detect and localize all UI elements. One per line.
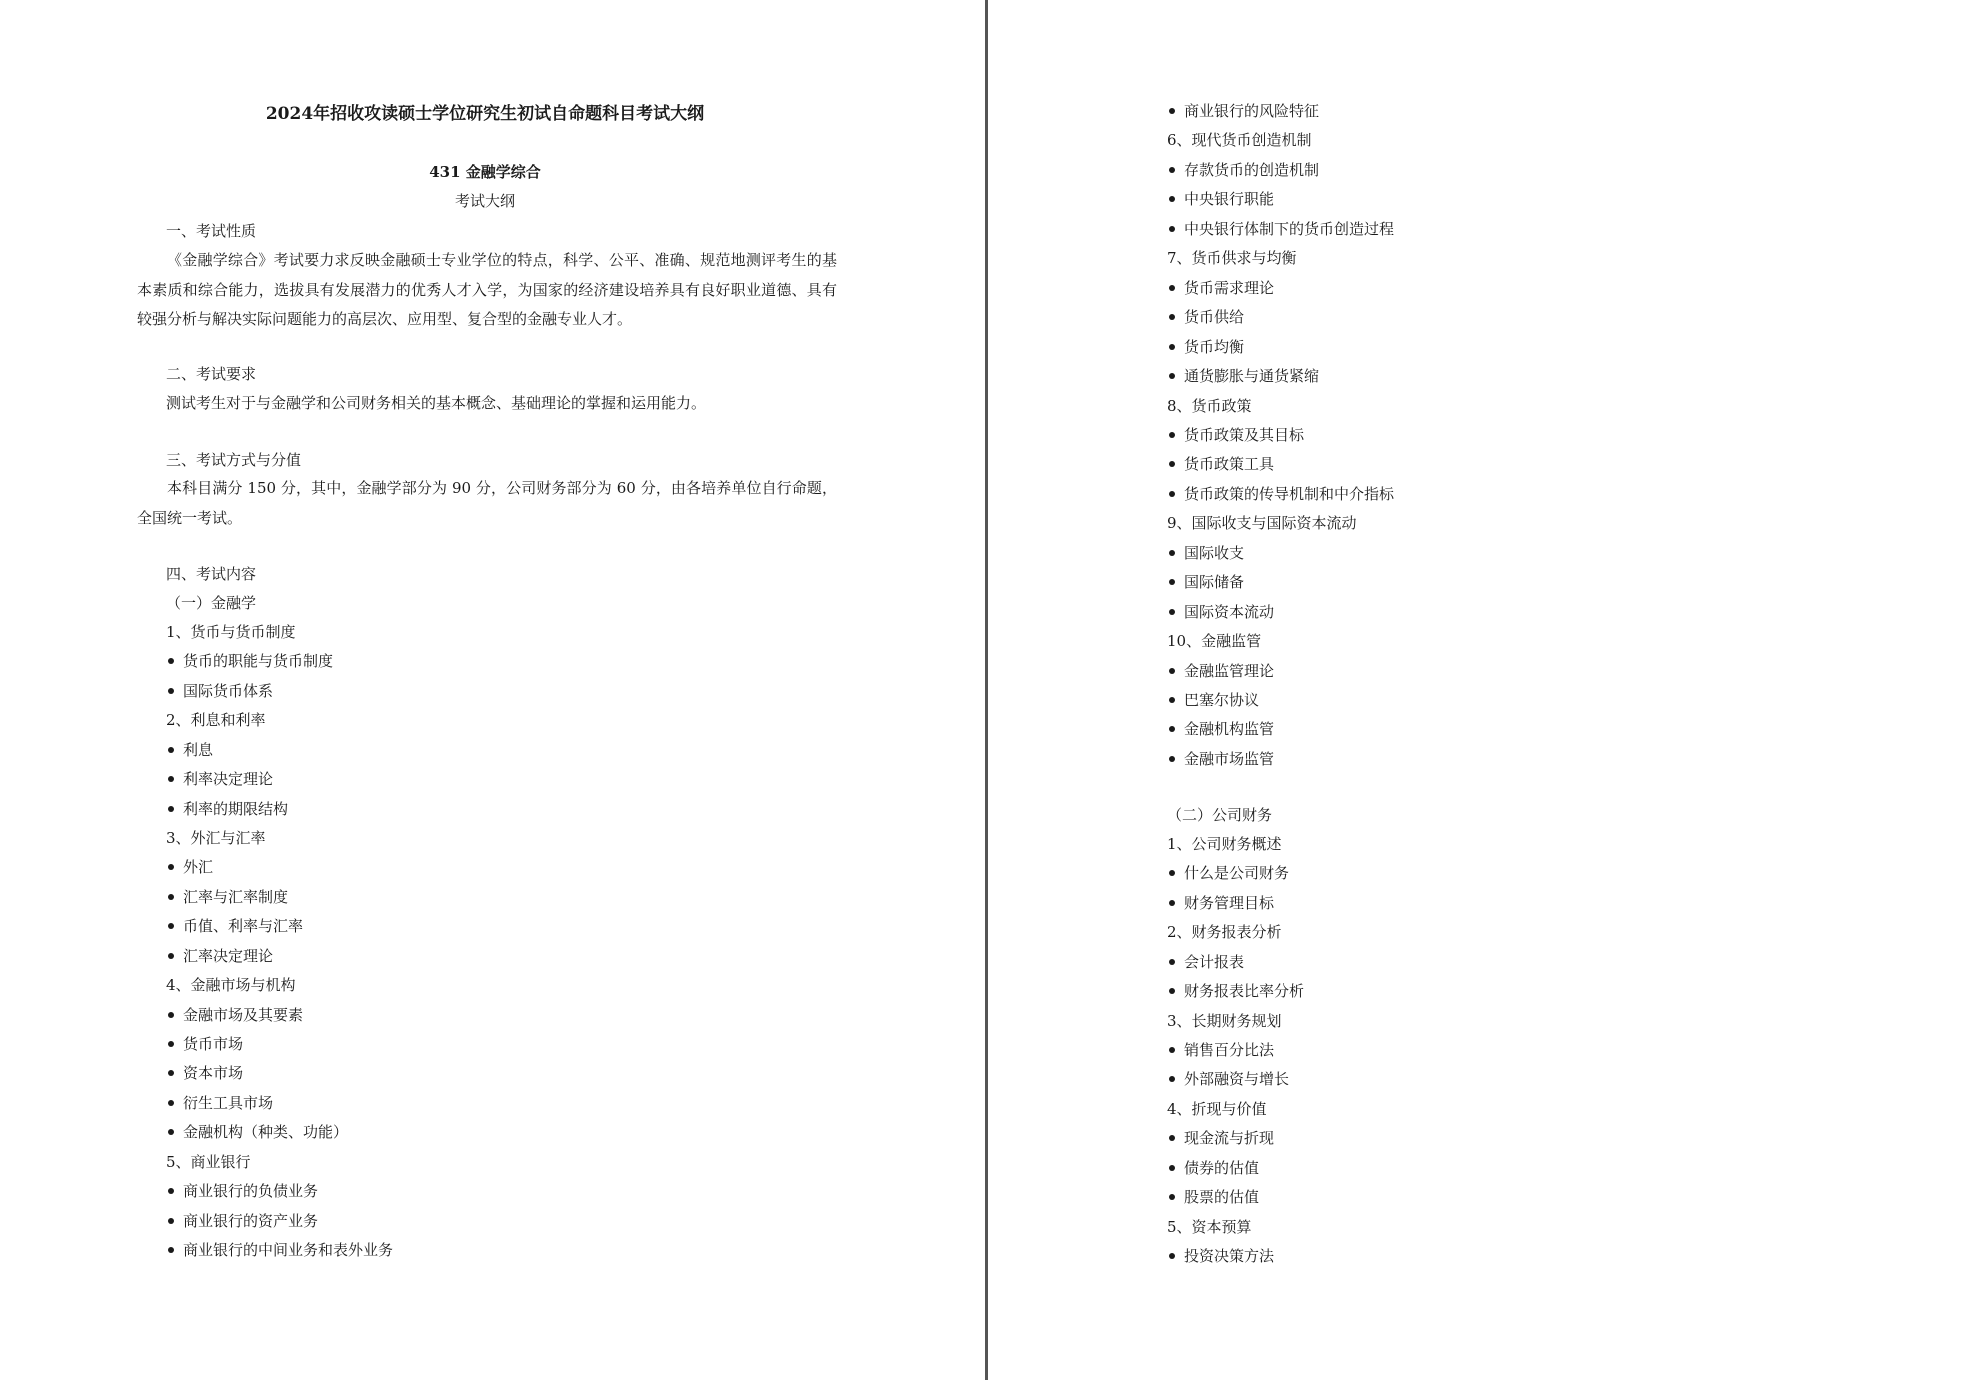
bullet-dot-icon bbox=[1169, 870, 1175, 876]
outline-bullet-item bbox=[168, 1210, 318, 1232]
outline-bullet-item bbox=[168, 886, 288, 908]
bullet-item-text: 汇率与汇率制度 bbox=[183, 887, 289, 906]
bullet-item-text: 会计报表 bbox=[1184, 952, 1245, 971]
outline-bullet-item bbox=[1169, 718, 1274, 740]
bullet-dot-icon bbox=[1169, 314, 1175, 320]
outline-bullet-item bbox=[1169, 980, 1304, 1002]
bullet-dot-icon bbox=[1169, 609, 1175, 615]
bullet-dot-icon bbox=[1169, 344, 1175, 350]
bullet-dot-icon bbox=[168, 923, 174, 929]
bullet-item-text: 国际收支 bbox=[1184, 543, 1245, 562]
outline-bullet-item bbox=[1169, 277, 1274, 299]
bullet-dot-icon bbox=[1169, 579, 1175, 585]
outline-bullet-item bbox=[1169, 951, 1244, 973]
outline-bullet-item bbox=[168, 1121, 348, 1143]
bullet-item-text: 利率决定理论 bbox=[183, 770, 274, 789]
outline-topic-heading: 5、资本预算 bbox=[1167, 1217, 1252, 1236]
bullet-item-text: 衍生工具市场 bbox=[183, 1093, 274, 1112]
outline-bullet-item bbox=[1169, 365, 1319, 387]
bullet-dot-icon bbox=[1169, 226, 1175, 232]
bullet-dot-icon bbox=[168, 1188, 174, 1194]
outline-bullet-item bbox=[1169, 218, 1394, 240]
outline-topic-heading: 9、国际收支与国际资本流动 bbox=[1167, 514, 1357, 533]
bullet-dot-icon bbox=[168, 894, 174, 900]
outline-bullet-item bbox=[1169, 748, 1274, 770]
outline-topic-heading: 3、长期财务规划 bbox=[1167, 1011, 1282, 1030]
bullet-item-text: 金融机构监管 bbox=[1184, 720, 1275, 739]
outline-bullet-item bbox=[168, 650, 333, 672]
outline-topic-heading: 1、货币与货币制度 bbox=[166, 623, 296, 641]
bullet-item-text: 货币供给 bbox=[1184, 308, 1245, 327]
bullet-dot-icon bbox=[1169, 959, 1175, 965]
section-body-format: 本科目满分 150 分，其中，金融学部分为 90 分，公司财务部分为 60 分，由各培养单位自行命题，全国统一考试。 bbox=[137, 479, 837, 527]
bullet-item-text: 金融市场及其要素 bbox=[183, 1005, 304, 1024]
bullet-dot-icon bbox=[168, 688, 174, 694]
bullet-dot-icon bbox=[1169, 1194, 1175, 1200]
outline-bullet-item bbox=[1169, 100, 1319, 122]
bullet-dot-icon bbox=[168, 953, 174, 959]
bullet-dot-icon bbox=[168, 1129, 174, 1135]
bullet-dot-icon bbox=[1169, 668, 1175, 674]
outline-bullet-item bbox=[168, 1062, 243, 1084]
bullet-dot-icon bbox=[168, 1100, 174, 1106]
outline-bullet-item bbox=[168, 856, 213, 878]
outline-bullet-item bbox=[168, 1239, 393, 1261]
outline-bullet-item bbox=[1169, 660, 1274, 682]
bullet-dot-icon bbox=[168, 1012, 174, 1018]
bullet-item-text: 商业银行的负债业务 bbox=[183, 1182, 319, 1201]
outline-topic-heading: 7、货币供求与均衡 bbox=[1167, 249, 1297, 268]
bullet-dot-icon bbox=[1169, 108, 1175, 114]
bullet-dot-icon bbox=[1169, 1076, 1175, 1082]
page-divider bbox=[985, 0, 988, 1380]
bullet-dot-icon bbox=[168, 864, 174, 870]
outline-bullet-item bbox=[1169, 1157, 1259, 1179]
outline-bullet-item bbox=[168, 945, 273, 967]
bullet-item-text: 销售百分比法 bbox=[1184, 1041, 1275, 1059]
outline-bullet-item bbox=[1169, 188, 1274, 210]
bullet-dot-icon bbox=[1169, 697, 1175, 703]
section-heading-nature: 一、考试性质 bbox=[166, 222, 257, 240]
section-body-requirements: 测试考生对于与金融学和公司财务相关的基本概念、基础理论的掌握和运用能力。 bbox=[166, 394, 707, 412]
outline-bullet-item bbox=[1169, 1068, 1289, 1090]
outline-bullet-item bbox=[1169, 601, 1274, 623]
section-heading-requirements: 二、考试要求 bbox=[166, 365, 257, 383]
bullet-item-text: 金融市场监管 bbox=[1184, 749, 1275, 768]
bullet-item-text: 现金流与折现 bbox=[1184, 1129, 1275, 1148]
bullet-item-text: 什么是公司财务 bbox=[1184, 864, 1290, 883]
bullet-dot-icon bbox=[1169, 756, 1175, 762]
bullet-item-text: 币值、利率与汇率 bbox=[183, 917, 304, 936]
outline-bullet-item bbox=[1169, 1245, 1274, 1267]
outline-bullet-item bbox=[168, 1033, 243, 1055]
bullet-dot-icon bbox=[168, 776, 174, 782]
outline-bullet-item bbox=[168, 1180, 318, 1202]
bullet-dot-icon bbox=[1169, 167, 1175, 173]
outline-bullet-item bbox=[1169, 892, 1274, 914]
bullet-item-text: 货币政策工具 bbox=[1184, 455, 1275, 474]
outline-bullet-item bbox=[1169, 862, 1289, 884]
outline-bullet-item bbox=[1169, 689, 1259, 711]
outline-bullet-item bbox=[168, 1092, 273, 1114]
outline-bullet-item bbox=[1169, 1127, 1274, 1149]
bullet-item-text: 中央银行体制下的货币创造过程 bbox=[1184, 219, 1395, 238]
bullet-item-text: 存款货币的创造机制 bbox=[1184, 160, 1320, 179]
outline-topic-heading: 3、外汇与汇率 bbox=[166, 829, 266, 847]
bullet-item-text: 投资决策方法 bbox=[1184, 1247, 1275, 1266]
bullet-dot-icon bbox=[1169, 988, 1175, 994]
outline-topic-heading: 8、货币政策 bbox=[1167, 396, 1252, 415]
outline-topic-heading: 2、财务报表分析 bbox=[1167, 923, 1282, 942]
section-heading-content: 四、考试内容 bbox=[166, 565, 257, 583]
outline-bullet-item bbox=[1169, 159, 1319, 181]
bullet-dot-icon bbox=[168, 1247, 174, 1253]
outline-topic-heading: 10、金融监管 bbox=[1167, 632, 1262, 651]
bullet-item-text: 国际储备 bbox=[1184, 573, 1245, 592]
bullet-item-text: 国际资本流动 bbox=[1184, 602, 1275, 621]
bullet-dot-icon bbox=[168, 658, 174, 664]
bullet-item-text: 货币政策及其目标 bbox=[1184, 425, 1305, 444]
outline-bullet-item bbox=[168, 915, 303, 937]
subject-heading: 431 金融学综合 bbox=[429, 163, 541, 181]
bullet-item-text: 中央银行职能 bbox=[1184, 190, 1275, 209]
outline-bullet-item bbox=[1169, 571, 1244, 593]
bullet-item-text: 财务报表比率分析 bbox=[1184, 982, 1305, 1001]
outline-topic-heading: 2、利息和利率 bbox=[166, 711, 266, 730]
bullet-dot-icon bbox=[1169, 550, 1175, 556]
bullet-item-text: 国际货币体系 bbox=[183, 681, 274, 700]
bullet-item-text: 利率的期限结构 bbox=[183, 799, 289, 818]
outline-topic-heading: 5、商业银行 bbox=[166, 1152, 251, 1171]
bullet-item-text: 财务管理目标 bbox=[1184, 893, 1275, 912]
bullet-item-text: 货币均衡 bbox=[1184, 337, 1245, 356]
bullet-item-text: 金融监管理论 bbox=[1184, 661, 1275, 680]
outline-bullet-item bbox=[1169, 306, 1244, 328]
bullet-item-text: 外部融资与增长 bbox=[1184, 1070, 1290, 1089]
bullet-dot-icon bbox=[1169, 1253, 1175, 1259]
part-heading-finance: （一）金融学 bbox=[166, 594, 257, 612]
bullet-dot-icon bbox=[168, 806, 174, 812]
part-heading-corporate-finance: （二）公司财务 bbox=[1167, 806, 1273, 824]
outline-bullet-item bbox=[1169, 483, 1394, 505]
bullet-item-text: 债券的估值 bbox=[1184, 1158, 1260, 1177]
bullet-item-text: 金融机构（种类、功能） bbox=[183, 1123, 349, 1142]
outline-topic-heading: 4、金融市场与机构 bbox=[166, 976, 296, 995]
bullet-dot-icon bbox=[1169, 196, 1175, 202]
bullet-item-text: 商业银行的中间业务和表外业务 bbox=[183, 1241, 394, 1260]
bullet-dot-icon bbox=[1169, 900, 1175, 906]
bullet-dot-icon bbox=[1169, 285, 1175, 291]
bullet-item-text: 资本市场 bbox=[183, 1064, 244, 1083]
bullet-item-text: 汇率决定理论 bbox=[183, 946, 274, 965]
outline-bullet-item bbox=[1169, 336, 1244, 358]
outline-bullet-item bbox=[1169, 453, 1274, 475]
bullet-dot-icon bbox=[1169, 1165, 1175, 1171]
bullet-dot-icon bbox=[168, 747, 174, 753]
outline-topic-heading: 6、现代货币创造机制 bbox=[1167, 131, 1312, 150]
bullet-dot-icon bbox=[1169, 432, 1175, 438]
section-body-nature: 《金融学综合》考试要力求反映金融硕士专业学位的特点，科学、公平、准确、规范地测评考生的基本素质和综合能力，选拔具有发展潜力的优秀人才入学，为国家的经济建设培养具有良好职业道德、具有较强分析与解决实际问题能力的高层次、应用型、复合型的金融专业人才。 bbox=[137, 251, 837, 328]
document-title: 2024年招收攻读硕士学位研究生初试自命题科目考试大纲 bbox=[265, 104, 705, 124]
bullet-item-text: 货币的职能与货币制度 bbox=[183, 652, 334, 671]
bullet-item-text: 巴塞尔协议 bbox=[1184, 691, 1260, 709]
outline-bullet-item bbox=[168, 680, 273, 702]
bullet-item-text: 利息 bbox=[183, 740, 214, 759]
bullet-item-text: 通货膨胀与通货紧缩 bbox=[1184, 367, 1320, 386]
outline-bullet-item bbox=[168, 1004, 303, 1026]
outline-bullet-item bbox=[168, 798, 288, 820]
outline-topic-heading: 1、公司财务概述 bbox=[1167, 835, 1282, 853]
bullet-item-text: 商业银行的资产业务 bbox=[183, 1211, 319, 1230]
outline-bullet-item bbox=[1169, 1186, 1259, 1208]
bullet-item-text: 货币需求理论 bbox=[1184, 278, 1275, 297]
subject-subtitle: 考试大纲 bbox=[454, 192, 515, 210]
outline-bullet-item bbox=[1169, 1039, 1274, 1061]
outline-bullet-item bbox=[1169, 424, 1304, 446]
bullet-item-text: 商业银行的风险特征 bbox=[1184, 102, 1320, 120]
bullet-dot-icon bbox=[168, 1070, 174, 1076]
bullet-dot-icon bbox=[1169, 491, 1175, 497]
bullet-dot-icon bbox=[1169, 373, 1175, 379]
bullet-dot-icon bbox=[1169, 726, 1175, 732]
outline-topic-heading: 4、折现与价值 bbox=[1167, 1099, 1267, 1118]
bullet-dot-icon bbox=[1169, 461, 1175, 467]
bullet-dot-icon bbox=[1169, 1047, 1175, 1053]
bullet-item-text: 股票的估值 bbox=[1184, 1188, 1260, 1207]
right-page bbox=[991, 0, 1966, 1380]
bullet-dot-icon bbox=[1169, 1135, 1175, 1141]
bullet-dot-icon bbox=[168, 1218, 174, 1224]
outline-bullet-item bbox=[168, 768, 273, 790]
outline-bullet-item bbox=[1169, 542, 1244, 564]
section-heading-format: 三、考试方式与分值 bbox=[166, 451, 302, 469]
bullet-item-text: 货币政策的传导机制和中介指标 bbox=[1184, 484, 1395, 503]
outline-bullet-item bbox=[168, 739, 213, 761]
bullet-item-text: 货币市场 bbox=[183, 1035, 244, 1054]
bullet-item-text: 外汇 bbox=[183, 858, 214, 877]
bullet-dot-icon bbox=[168, 1041, 174, 1047]
